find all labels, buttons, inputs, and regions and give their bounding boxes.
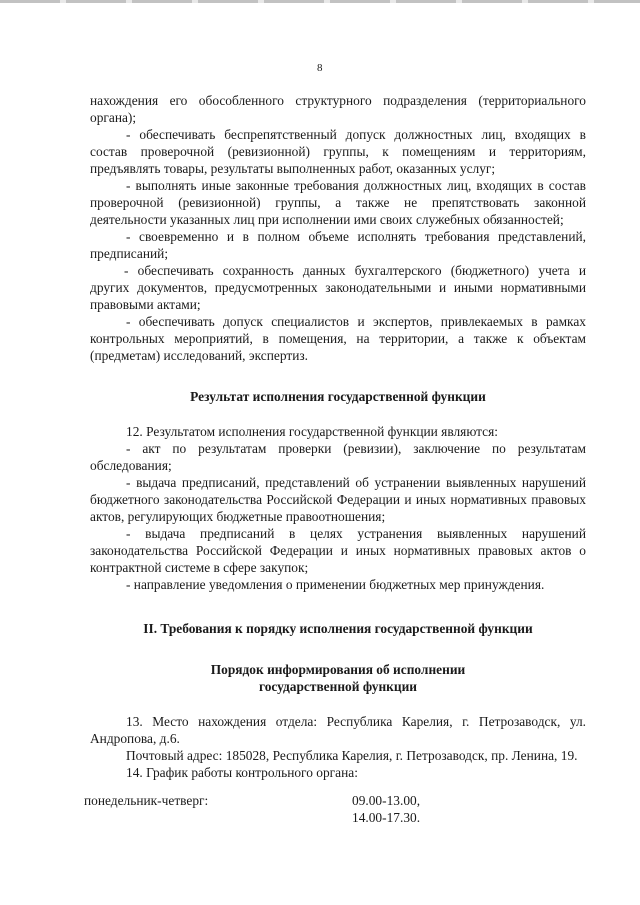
paragraph-access: - обеспечивать беспрепятственный допуск должностных лиц, входящих в состав проверочной (ревизионной) группы, к помещениям и территориям, предъявлять товары, результаты выполненных работ, оказанных услуг; (90, 127, 586, 176)
paragraph-address: 13. Место нахождения отдела: Республика Карелия, г. Петрозаводск, ул. Андропова, д.6. (90, 714, 586, 746)
result-item-act: - акт по результатам проверки (ревизии), заключение по результатам обследования; (90, 441, 586, 473)
paragraph-postal: Почтовый адрес: 185028, Республика Карелия, г. Петрозаводск, пр. Ленина, 19. (126, 748, 578, 763)
schedule-time-morning: 09.00-13.00, (352, 793, 421, 808)
document-body (90, 92, 586, 781)
paragraph-orders: - своевременно и в полном объеме исполнять требования представлений, предписаний; (90, 229, 586, 261)
paragraph-accounting: - обеспечивать сохранность данных бухгалтерского (бюджетного) учета и других документов, предусмотренных законодательными и иными нормативными правовыми актами; (90, 263, 586, 312)
schedule-time-afternoon: 14.00-17.30. (352, 810, 421, 825)
paragraph-schedule-intro: 14. График работы контрольного органа: (126, 765, 358, 780)
subheading-line-1: Порядок информирования об исполнении (210, 662, 466, 677)
scan-edge (0, 0, 640, 3)
paragraph-location: нахождения его обособленного структурного подразделения (территориального органа); (90, 93, 586, 125)
result-item-procurement: - выдача предписаний в целях устранения выявленных нарушений законодательства Российской Федерации и иных нормативных правовых актов о контрактной системе в сфере закупок; (90, 526, 586, 575)
section-heading-requirements: II. Требования к порядку исполнения государственной функции (143, 621, 533, 636)
page-number: 8 (317, 62, 323, 74)
result-item-orders: - выдача предписаний, представлений об устранении выявленных нарушений бюджетного законодательства Российской Федерации и иных нормативных правовых актов, регулирующих бюджетные правоотношения; (90, 475, 586, 524)
section-heading-result: Результат исполнения государственной функции (190, 389, 486, 404)
paragraph-requirements: - выполнять иные законные требования должностных лиц, входящих в состав проверочной (ревизионной) группы, а также не препятствовать законной деятельности указанных лиц при исполнении ими своих служебных обязанностей; (90, 178, 586, 227)
schedule-times (352, 792, 420, 826)
subheading-line-2: государственной функции (258, 679, 418, 694)
result-item-notice: - направление уведомления о применении бюджетных мер принуждения. (126, 577, 545, 592)
paragraph-result-intro: 12. Результатом исполнения государственной функции являются: (126, 424, 498, 439)
schedule-days: понедельник-четверг: (84, 793, 209, 808)
paragraph-experts: - обеспечивать допуск специалистов и экспертов, привлекаемых в рамках контрольных мероприятий, в помещения, на территории, а также к объектам (предметам) исследований, экспертиз. (90, 314, 586, 363)
